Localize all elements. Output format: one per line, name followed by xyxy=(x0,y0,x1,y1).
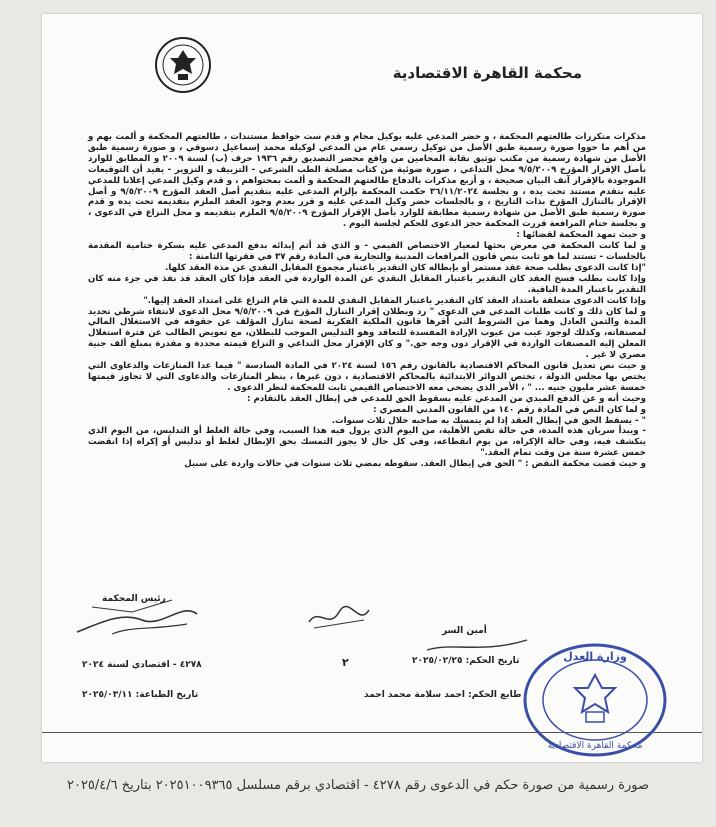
paragraph: "إذا كانت الدعوى بطلب صحة عقد مستمر أو بإبطاله كان التقدير باعتبار مجموع المقابل النقدي عن مدة العقد كلها. xyxy=(165,262,646,273)
paragraph: و لما كان النص في المادة رقم ١٤٠ من القانون المدني المصري : xyxy=(373,404,646,415)
secretary-signature-label: أمين السر xyxy=(442,626,487,636)
case-reference: ٤٢٧٨ - اقتصادي لسنة ٢٠٢٤ xyxy=(82,660,202,670)
paragraph: و حيث تمهد المحكمة لقضائها : xyxy=(516,230,646,241)
judge-signature-icon xyxy=(72,592,202,642)
paragraph: وحيث أنه و عن الدفع المبدي من المدعي عليه بسقوط الحق للمدعي في إبطال العقد بالتقادم : xyxy=(247,393,646,404)
paragraph: و حيث قضت محكمة النقض : " الحق في إبطال العقد. سقوطه بمضي ثلاث سنوات في حالات واردة على سبيل xyxy=(184,459,646,470)
paragraph: و حيث نص تعديل قانون المحاكم الاقتصادية بالقانون رقم ١٥٦ لسنة ٢٠٢٤ في المادة السادسة " فيما عدا المنازعات والدعاوى التي يختص بها مجلس الدولة ، تختص الدوائر الابتدائية بالمحاكم الاقتصادية ، دون غيرها ، بنظر المنازعات والدعاوى التي لا تجاوز قيمتها خمسة عشر مليون جنيه ... " ، الأمر الذي يضحى معه الاختصاص القيمي ثابت للمحكمة لنظر الدعوى . xyxy=(88,361,646,393)
ministry-stamp-icon xyxy=(520,640,670,760)
print-date: تاريخ الطباعة: ٢٠٢٥/٠٣/١١ xyxy=(82,690,199,700)
certification-caption: صورة رسمية من صورة حكم في الدعوى رقم ٤٢٧٨ - اقتصادي برقم مسلسل ٢٠٢٥١٠٠٩٣٦٥ بتاريخ ٢٠٢٥/٤/٦ xyxy=(66,778,650,793)
paragraph: وإذا كانت بطلب فسخ العقد كان التقدير باعتبار المقابل النقدي عن المدة الواردة في العقد فإذا كان العقد قد نفذ في جزء منه كان التقدير باعتبار المدة الباقية. xyxy=(88,273,646,295)
judge-signature-label: رئيس المحكمة xyxy=(102,594,166,604)
ruling-date: تاريخ الحكم: ٢٠٢٥/٠٢/٢٥ xyxy=(412,656,520,666)
court-seal-icon xyxy=(154,36,212,94)
secretary-signature-icon xyxy=(422,632,532,656)
paragraph: و لما كانت المحكمة في معرض بحثها لمعيار الاختصاص القيمي - و الذي قد أثم إبدائه بدفع المدعي عليه بسكرة ختامية المقدمة بالجلسات - تستند لما هو ثابت بنص قانون المرافعات المدنية والتجارية في المادة رقم ٣٧ في فقرتها الثامنة : xyxy=(88,241,646,262)
paragraph: مذكرات متكررات طالعتهم المحكمة ، و حضر المدعي عليه بوكيل محام و قدم ست حوافظ مستندات ، طالعتهم المحكمة و ألمت بهم و من أهم ما حووا صورة رسمية طبق الأصل من توكيل رسمي عام من المدعي لوكيله محمد إسماعيل دسوقي ، و صورة رسمية طبق الأصل من شهادة رسمية من مكتب توثيق نقابة المحامين من واقع محضر التصديق رقم ١٩٣٦ حرف (ب) لسنة ٢٠٠٩ و المطابق للوارد بأصل الإقرار المؤرخ ٩/٥/٢٠٠٩ محل التداعي ، صورة ضوئية من كتاب مصلحة الطب الشرعي - التزييف و التزوير - يفيد أن التوقيعات الموجودة بالإقرار آنف البيان صحيحة ، و أربع مذكرات بالدفاع طالعتهم المحكمة و ألمت بمحتواهم ، و قدم وكيل المدعي إعلانا للمدعي عليه بتقدم مستند تحت يده ، و بجلسة ٣٦/١١/٢٠٢٤ حكمت المحكمة بإلزام المدعي عليه بتقديم أصل العقد المؤرخ ٩/٥/٢٠٠٩ و أصل الإقرار بالتنازل المؤرخ بذات التاريخ ، و بالجلسات حضر وكيل المدعي عليه و قرر بعدم وجود العقد الملزم بتقديمه تحت يده و قدم صورة رسمية طبق الأصل من شهادة رسمية مطابقة للوارد بأصل الإقرار المؤرخ ٩/٥/٢٠٠٩ الملزم بتقديمه و محل النزاع في الدعوى ، و بجلسة ختام المرافعة قررت المحكمة حجز الدعوى للحكم لجلسة اليوم . xyxy=(88,132,647,230)
middle-signature-icon xyxy=(304,602,374,632)
page-number: ٢ xyxy=(342,656,349,669)
paragraph: - ويبدأ سريان هذه المدة، في حالة نقص الأهلية، من اليوم الذي يزول فيه هذا السبب، وفي حالة الغلط أو التدليس، من اليوم الذي ينكشف فيه، وفي حالة الإكراه، من يوم انقطاعه، وفي كل حال لا يجوز التمسك بحق الإبطال لغلط أو تدليس أو إكراه إذا انقضت خمس عشرة سنة من وقت تمام العقد." xyxy=(88,426,646,459)
paragraph: وإذا كانت الدعوى متعلقة بامتداد العقد كان التقدير باعتبار المقابل النقدي للمدة التي قام النزاع على امتداد العقد إليها." xyxy=(143,295,646,306)
ruling-prepared-by: طابع الحكم: احمد سلامة محمد احمد xyxy=(364,690,522,700)
court-title: محكمة القاهرة الاقتصادية xyxy=(392,64,582,82)
paragraph: و لما كان ذلك و كانت طلبات المدعي في الدعوى " رد وبطلان إقرار التنازل المؤرخ في ٩/٥/٢٠٠٩ محل الدعوى لانتفاء شرطي تحديد المدة والثمن العادل وهما من الشروط التي أقرها قانون الملكية الفكرية لصحة تنازل المؤلف عن حقوقه في الاستغلال المالي لمصنفاته، وكذلك لوجود عيب من عيوب الإرادة المفسدة للتعاقد وهو التدليس الموجب للبطلان، مع تعويض الطالب عن فترة استغلال المعلن إليه المصنفات الواردة في الإقرار دون وجه حق." و كان الإقرار محل التداعي و النزاع قيمته محددة و مقدرة بمبلغ ألف جنية مصري لا غير . xyxy=(88,306,646,361)
stamp-top-text: وزارة العدل xyxy=(563,650,627,663)
stamp-bottom-text: محكمة القاهرة الاقتصادية xyxy=(547,741,643,751)
ruling-body xyxy=(88,132,646,470)
paragraph: " - يسقط الحق في إبطال العقد إذا لم يتمسك به صاحبه خلال ثلاث سنوات. xyxy=(331,415,646,426)
